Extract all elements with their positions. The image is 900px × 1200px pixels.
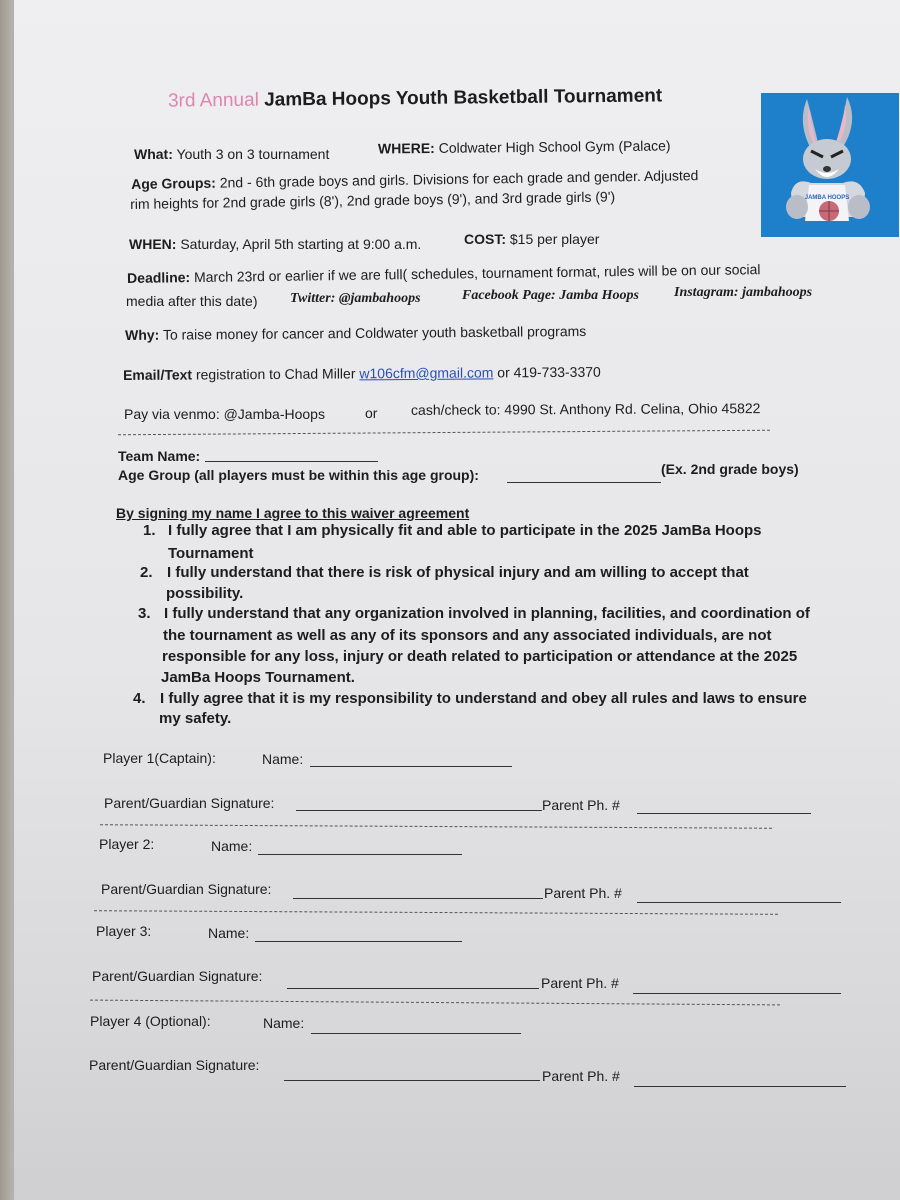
player-1-phone-field[interactable]	[637, 813, 811, 814]
player-1-signature-label: Parent/Guardian Signature:	[104, 795, 275, 811]
pay-cash-check: cash/check to: 4990 St. Anthony Rd. Celina, Ohio 45822	[410, 400, 761, 418]
title-main: JamBa Hoops Youth Basketball Tournament	[264, 85, 663, 111]
why-label: Why:	[125, 326, 160, 343]
player-2-phone-label: Parent Ph. #	[544, 885, 622, 901]
player-2-signature-field[interactable]	[293, 898, 543, 899]
when-value: Saturday, April 5th starting at 9:00 a.m.	[180, 236, 422, 252]
player-2-name-label: Name:	[211, 838, 253, 854]
where-line	[378, 137, 671, 156]
player-4-name-field[interactable]	[311, 1033, 521, 1034]
waiver-item-1-num: 1.	[143, 522, 156, 539]
bunny-mascot-icon	[761, 93, 899, 237]
email-line	[123, 364, 601, 383]
player-3-name-field[interactable]	[255, 941, 462, 942]
waiver-item-3-num: 3.	[138, 605, 151, 622]
deadline-line-2: media after this date)	[126, 293, 258, 309]
pay-or: or	[365, 405, 378, 421]
player-3-label: Player 3:	[96, 923, 152, 939]
player-1-label: Player 1(Captain):	[103, 750, 216, 766]
jamba-hoops-bunny-logo	[761, 93, 899, 237]
email-link[interactable]: w106cfm@gmail.com	[359, 364, 494, 382]
player-2-name-field[interactable]	[258, 854, 462, 855]
what-label: What:	[134, 146, 173, 162]
twitter-handle: Twitter: @jambahoops	[290, 291, 421, 306]
email-label: Email/Text	[123, 366, 193, 383]
title-prefix: 3rd Annual	[167, 89, 259, 112]
player-4-phone-label: Parent Ph. #	[542, 1068, 620, 1084]
age-group-example: (Ex. 2nd grade boys)	[661, 461, 799, 477]
waiver-heading: By signing my name I agree to this waiver agreement	[116, 505, 470, 521]
what-line	[134, 146, 329, 162]
player-3-name-label: Name:	[208, 925, 250, 941]
why-value: To raise money for cancer and Coldwater youth basketball programs	[162, 322, 587, 343]
waiver-item-2-line-1: I fully understand that there is risk of physical injury and am willing to accept that	[167, 564, 749, 581]
waiver-item-4-line-2: my safety.	[159, 710, 232, 727]
cost-value: $15 per player	[509, 231, 600, 247]
waiver-item-1-line-1: I fully agree that I am physically fit and able to participate in the 2025 JamBa Hoops	[168, 522, 762, 539]
waiver-item-3-line-3: responsible for any loss, injury or death related to participation or attendance at the 2025	[162, 648, 798, 665]
deadline-label: Deadline:	[127, 269, 191, 286]
when-label: WHEN:	[129, 236, 177, 252]
cost-label: COST:	[464, 231, 506, 247]
waiver-item-3-line-2: the tournament as well as any of its sponsors and any associated individuals, are not	[163, 627, 772, 644]
player-4-label: Player 4 (Optional):	[90, 1013, 211, 1029]
player-4-signature-field[interactable]	[284, 1080, 540, 1081]
waiver-item-3-line-4: JamBa Hoops Tournament.	[161, 669, 355, 686]
waiver-item-2-num: 2.	[140, 564, 153, 581]
player-1-signature-field[interactable]	[296, 810, 542, 811]
waiver-item-3-line-1: I fully understand that any organization involved in planning, facilities, and coordination of	[164, 605, 810, 622]
age-groups-label: Age Groups:	[131, 174, 217, 192]
player-3-signature-label: Parent/Guardian Signature:	[92, 968, 263, 984]
waiver-item-1-line-2: Tournament	[168, 545, 254, 562]
age-groups-line-2: rim heights for 2nd grade girls (8'), 2nd grade boys (9'), and 3rd grade girls (9')	[130, 188, 616, 212]
email-text: registration to Chad Miller	[195, 365, 356, 383]
age-group-field[interactable]	[507, 482, 661, 483]
instagram-handle: Instagram: jambahoops	[674, 285, 813, 300]
player-2-signature-label: Parent/Guardian Signature:	[101, 881, 272, 897]
where-label: WHERE:	[377, 139, 435, 157]
what-value: Youth 3 on 3 tournament	[176, 146, 330, 162]
player-3-phone-field[interactable]	[633, 993, 841, 994]
age-groups-value: 2nd - 6th grade boys and girls. Divisions for each grade and gender. Adjusted	[219, 167, 699, 191]
team-name-label: Team Name:	[118, 448, 201, 464]
player-1-name-label: Name:	[262, 751, 304, 767]
waiver-item-2-line-2: possibility.	[166, 585, 244, 602]
waiver-item-4-num: 4.	[133, 690, 146, 707]
player-4-signature-label: Parent/Guardian Signature:	[89, 1057, 260, 1073]
player-4-phone-field[interactable]	[634, 1086, 846, 1087]
waiver-item-4-line-1: I fully agree that it is my responsibility to understand and obey all rules and laws to ensure	[160, 690, 807, 707]
player-1-phone-label: Parent Ph. #	[542, 797, 620, 813]
pay-venmo: Pay via venmo: @Jamba-Hoops	[124, 406, 325, 422]
player-2-phone-field[interactable]	[637, 902, 841, 903]
player-1-name-field[interactable]	[310, 766, 512, 767]
player-2-label: Player 2:	[99, 836, 155, 852]
player-3-phone-label: Parent Ph. #	[541, 975, 619, 991]
logo-jersey-text: JAMBA HOOPS	[804, 195, 850, 201]
deadline-value: March 23rd or earlier if we are full( schedules, tournament format, rules will be on our social	[193, 261, 761, 286]
cost-line	[464, 231, 599, 247]
where-value: Coldwater High School Gym (Palace)	[438, 137, 671, 156]
facebook-page: Facebook Page: Jamba Hoops	[462, 288, 639, 303]
when-line	[129, 236, 421, 252]
email-phone: or 419-733-3370	[497, 363, 601, 381]
team-name-field[interactable]	[205, 461, 378, 462]
player-3-signature-field[interactable]	[287, 988, 539, 989]
player-4-name-label: Name:	[263, 1015, 305, 1031]
age-group-label: Age Group (all players must be within this age group):	[118, 467, 479, 483]
